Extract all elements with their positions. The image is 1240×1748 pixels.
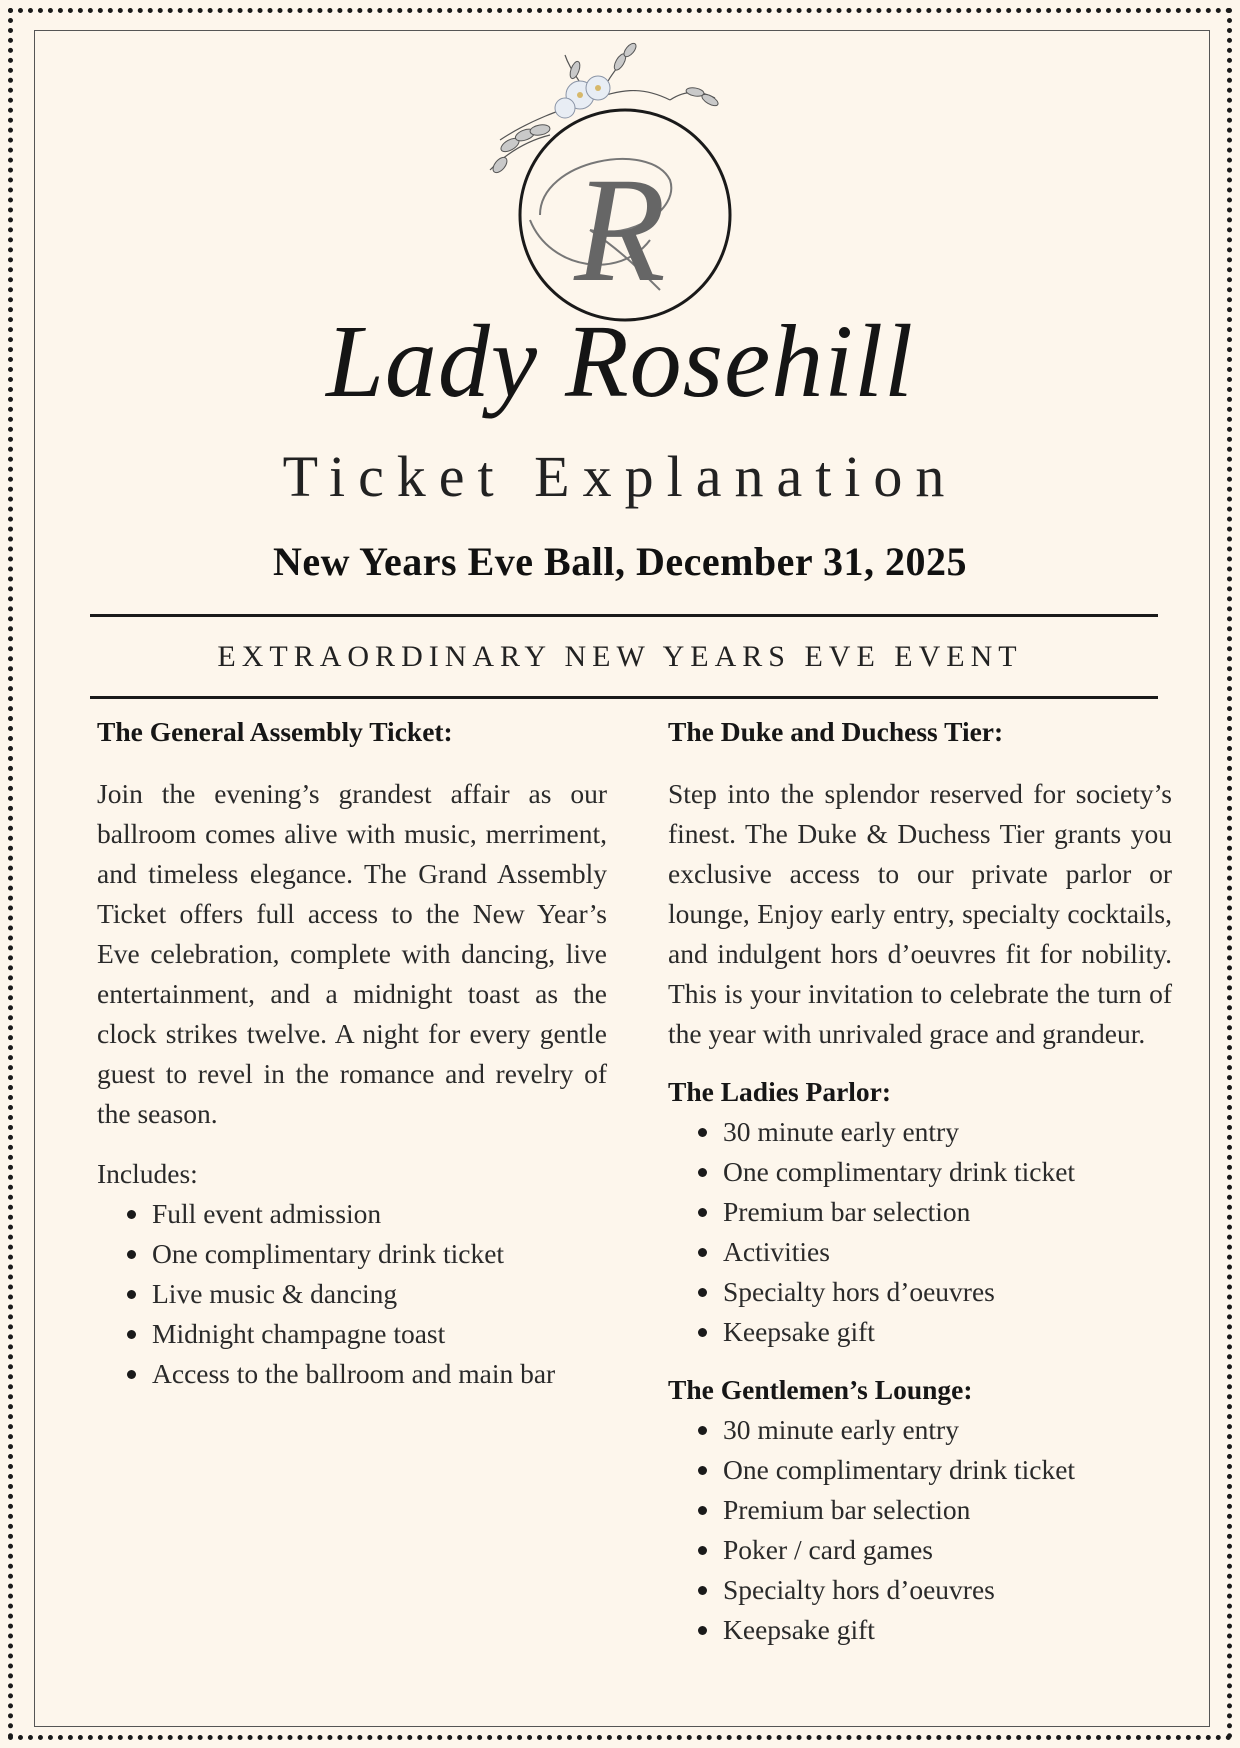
gentlemens-lounge-heading: The Gentlemen’s Lounge: <box>668 1374 973 1405</box>
list-item: One complimentary drink ticket <box>97 1234 607 1274</box>
ladies-parlor-heading: The Ladies Parlor: <box>668 1076 892 1107</box>
list-item: Poker / card games <box>668 1530 1172 1570</box>
monogram-letter: R <box>574 147 666 313</box>
list-item: One complimentary drink ticket <box>668 1450 1172 1490</box>
general-ticket-section <box>97 712 607 1394</box>
list-item: Live music & dancing <box>97 1274 607 1314</box>
gentlemens-lounge-list <box>668 1410 1172 1650</box>
list-item: Midnight champagne toast <box>97 1314 607 1354</box>
event-date-line: New Years Eve Ball, December 31, 2025 <box>273 539 967 584</box>
list-item: 30 minute early entry <box>668 1112 1172 1152</box>
general-includes-list <box>97 1194 607 1394</box>
general-ticket-heading: The General Assembly Ticket: <box>97 716 453 747</box>
list-item: Activities <box>668 1232 1172 1272</box>
list-item: Specialty hors d’oeuvres <box>668 1570 1172 1610</box>
rosehill-monogram-logo <box>470 40 770 330</box>
duke-duchess-heading: The Duke and Duchess Tier: <box>668 716 1004 747</box>
list-item: Keepsake gift <box>668 1610 1172 1650</box>
duke-duchess-description: Step into the splendor reserved for society’s finest. The Duke & Duchess Tier grants you exclusive access to our private parlor or lounge, Enjoy early entry, specialty cocktails, and indulgent hors d’oeuvres fit for nobility. This is your invitation to celebrate the turn of the year with unrivaled grace and grandeur. <box>668 778 1172 1049</box>
list-item: Specialty hors d’oeuvres <box>668 1272 1172 1312</box>
list-item: Full event admission <box>97 1194 607 1234</box>
divider-top <box>90 614 1158 617</box>
list-item: Keepsake gift <box>668 1312 1172 1352</box>
list-item: Premium bar selection <box>668 1490 1172 1530</box>
page-subtitle: Ticket Explanation <box>282 444 958 509</box>
ladies-parlor-list <box>668 1112 1172 1352</box>
list-item: Access to the ballroom and main bar <box>97 1354 607 1394</box>
general-ticket-description: Join the evening’s grandest affair as our ballroom comes alive with music, merriment, and timeless elegance. The Grand Assembly Ticket offers full access to the New Year’s Eve celebration, complete with dancing, live entertainment, and a midnight toast as the clock strikes twelve. A night for every gentle guest to revel in the romance and revelry of the season. <box>97 778 607 1129</box>
brand-name: Lady Rosehill <box>326 304 914 419</box>
includes-label: Includes: <box>97 1158 198 1189</box>
list-item: Premium bar selection <box>668 1192 1172 1232</box>
divider-bottom <box>90 696 1158 699</box>
duke-duchess-section <box>668 712 1172 1650</box>
list-item: One complimentary drink ticket <box>668 1152 1172 1192</box>
list-item: 30 minute early entry <box>668 1410 1172 1450</box>
event-banner: EXTRAORDINARY NEW YEARS EVE EVENT <box>217 640 1023 673</box>
